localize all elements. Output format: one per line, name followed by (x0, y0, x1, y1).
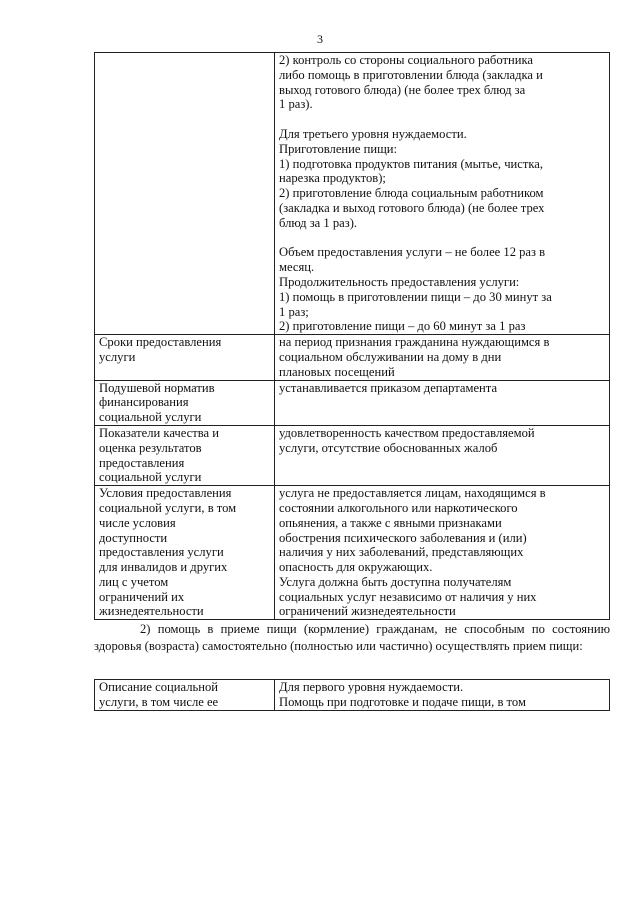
cell-line: доступности (99, 530, 168, 545)
label-cell (95, 380, 275, 425)
cell-line: блюд за 1 раз). (279, 215, 358, 230)
cell-line: Для третьего уровня нуждаемости. (279, 126, 467, 141)
cell-line: состоянии алкогольного или наркотического (279, 500, 518, 515)
cell-line: 2) контроль со стороны социального работника (279, 53, 533, 67)
table-row (95, 380, 610, 425)
cell-line: удовлетворенность качеством предоставляемой (279, 425, 535, 440)
cell-line: Продолжительность предоставления услуги: (279, 274, 520, 289)
cell-line: 2) приготовление блюда социальным работником (279, 186, 544, 201)
value-cell (275, 486, 610, 620)
cell-line: услуга не предоставляется лицам, находящимся в (279, 486, 546, 501)
cell-line: социальной услуги, в том (99, 500, 237, 515)
cell-line: плановых посещений (279, 364, 395, 379)
cell-line: 2) приготовление пищи – до 60 минут за 1 раз (279, 319, 526, 334)
cell-line: обострения психического заболевания и (или) (279, 530, 527, 545)
cell-line: 1 раз). (279, 97, 313, 112)
table-row (95, 425, 610, 485)
cell-line: устанавливается приказом департамента (279, 380, 498, 395)
label-cell (95, 486, 275, 620)
cell-line: Сроки предоставления (99, 335, 222, 350)
cell-line: числе условия (99, 515, 176, 530)
cell-line: опьянения, а также с явными признаками (279, 515, 502, 530)
value-cell (275, 53, 610, 335)
cell-line: ограничений их (99, 589, 185, 604)
label-cell (95, 53, 275, 335)
cell-line: Условия предоставления (99, 486, 232, 501)
cell-line: на период признания гражданина нуждающимся в (279, 335, 550, 350)
service-table-next (94, 679, 610, 711)
cell-line: месяц. (279, 260, 315, 275)
cell-line: 1 раз; (279, 304, 309, 319)
value-cell (275, 335, 610, 380)
page-number: 3 (317, 32, 323, 46)
cell-line: Подушевой норматив (99, 380, 215, 395)
cell-line: опасность для окружающих. (279, 560, 433, 575)
service-paragraph: 2) помощь в приеме пищи (кормление) гражданам, не способным по состоянию здоровья (возраста) самостоятельно (полностью или частично) осуществлять прием пищи: (94, 622, 610, 653)
table-row (95, 53, 610, 335)
cell-line: оценка результатов (99, 440, 202, 455)
blank-line (279, 231, 606, 246)
cell-line: услуги, отсутствие обоснованных жалоб (279, 440, 498, 455)
table-row (95, 486, 610, 620)
table-row (95, 680, 610, 711)
cell-line: лиц с учетом (99, 574, 169, 589)
table-row (95, 335, 610, 380)
value-cell (275, 680, 610, 711)
cell-line: социальных услуг независимо от наличия у них (279, 589, 537, 604)
cell-line: Помощь при подготовке и подаче пищи, в том (279, 694, 526, 709)
cell-line: услуги (99, 349, 136, 364)
service-table-main (94, 52, 610, 620)
value-cell (275, 425, 610, 485)
cell-line: (закладка и выход готового блюда) (не более трех (279, 200, 545, 215)
cell-line: для инвалидов и других (99, 560, 228, 575)
cell-line: социальной услуги (99, 410, 202, 425)
cell-line: Приготовление пищи: (279, 141, 398, 156)
cell-line: 1) подготовка продуктов питания (мытье, чистка, (279, 156, 544, 171)
cell-line: 1) помощь в приготовлении пищи – до 30 минут за (279, 289, 552, 304)
cell-line: Описание социальной (99, 680, 218, 694)
cell-line: услуги, в том числе ее (99, 694, 219, 709)
label-cell (95, 335, 275, 380)
cell-line: Объем предоставления услуги – не более 12 раз в (279, 245, 546, 260)
cell-line: нарезка продуктов); (279, 171, 386, 186)
cell-line: наличия у них заболеваний, представляющих (279, 545, 524, 560)
cell-line: социальной услуги (99, 470, 202, 485)
cell-line: ограничений жизнедеятельности (279, 604, 456, 619)
cell-line: выход готового блюда) (не более трех блюд за (279, 82, 526, 97)
cell-line: финансирования (99, 395, 189, 410)
cell-line: предоставления услуги (99, 545, 224, 560)
cell-line: жизнедеятельности (99, 604, 204, 619)
blank-line (279, 112, 606, 127)
cell-line: либо помощь в приготовлении блюда (закладка и (279, 67, 543, 82)
cell-line: социальном обслуживании на дому в дни (279, 349, 502, 364)
label-cell (95, 425, 275, 485)
value-cell (275, 380, 610, 425)
cell-line: Для первого уровня нуждаемости. (279, 680, 464, 694)
cell-line: Услуга должна быть доступна получателям (279, 574, 512, 589)
cell-line: предоставления (99, 455, 185, 470)
cell-line: Показатели качества и (99, 425, 220, 440)
label-cell (95, 680, 275, 711)
